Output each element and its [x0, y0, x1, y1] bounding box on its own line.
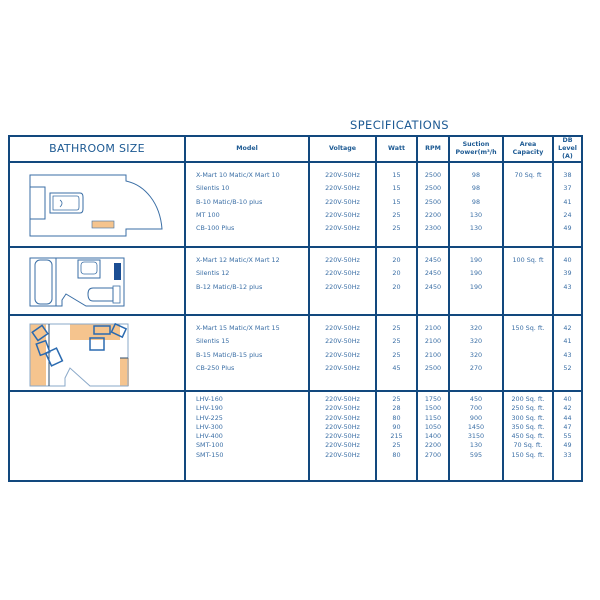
model-value: SMT-150 — [196, 450, 224, 459]
area-capacity-cell — [503, 162, 553, 247]
db-level-value: 41 — [563, 337, 572, 346]
rpm-cell — [417, 162, 449, 247]
header-db-level: DB Level (A) — [553, 136, 582, 162]
db-level-cell — [553, 391, 582, 481]
watt-value: 80 — [392, 413, 401, 422]
area-capacity-cell — [503, 391, 553, 481]
voltage-cell — [309, 315, 376, 391]
rpm-value: 2450 — [424, 282, 442, 291]
suction-power-value: 320 — [469, 350, 483, 359]
rpm-value: 1750 — [424, 395, 442, 403]
voltage-value: 220V-50Hz — [325, 210, 360, 219]
db-level-value: 41 — [563, 197, 572, 206]
db-level-value: 40 — [563, 395, 572, 403]
db-level-cell — [553, 315, 582, 391]
watt-value: 215 — [390, 432, 403, 441]
model-value: LHV-400 — [196, 432, 223, 441]
voltage-value: 220V-50Hz — [325, 432, 360, 441]
area-capacity-value — [504, 222, 552, 235]
bathroom-size-cell — [9, 247, 185, 315]
area-capacity-value — [504, 267, 552, 280]
voltage-value: 220V-50Hz — [325, 256, 360, 264]
rpm-value: 2300 — [424, 224, 442, 233]
area-capacity-value — [504, 182, 552, 195]
rpm-value: 1150 — [424, 413, 442, 422]
voltage-value: 220V-50Hz — [325, 395, 360, 403]
rpm-value: 2700 — [424, 450, 442, 459]
suction-power-value: 98 — [471, 171, 481, 179]
header-row — [9, 136, 582, 162]
model-value: CB-100 Plus — [196, 224, 235, 233]
rpm-value: 2100 — [424, 337, 442, 346]
rpm-value: 2100 — [424, 350, 442, 359]
suction-power-value: 270 — [469, 363, 483, 372]
bathroom-size-cell — [9, 391, 185, 481]
model-value: SMT-100 — [196, 441, 224, 450]
voltage-value: 220V-50Hz — [325, 441, 360, 450]
db-level-value: 39 — [563, 269, 572, 278]
header-suction-power: Suction Power(m³/h — [449, 136, 503, 162]
model-value: X-Mart 10 Matic/X Mart 10 — [196, 171, 280, 179]
group-row — [9, 162, 582, 247]
db-level-value: 43 — [563, 282, 572, 291]
model-value: LHV-190 — [196, 404, 223, 413]
db-level-value: 42 — [563, 404, 572, 413]
model-value: B-15 Matic/B-15 plus — [196, 350, 263, 359]
voltage-value: 220V-50Hz — [325, 450, 360, 459]
voltage-value: 220V-50Hz — [325, 269, 360, 278]
db-level-cell — [553, 162, 582, 247]
model-value: MT 100 — [196, 210, 220, 219]
watt-value: 80 — [392, 450, 401, 459]
watt-value: 25 — [392, 324, 401, 332]
suction-power-value: 900 — [469, 413, 483, 422]
voltage-value: 220V-50Hz — [325, 224, 360, 233]
watt-value: 25 — [392, 441, 401, 450]
model-cell — [185, 247, 309, 315]
watt-cell — [376, 247, 417, 315]
watt-value: 15 — [392, 184, 401, 193]
area-capacity-value — [504, 362, 552, 375]
model-value: Silentis 12 — [196, 269, 230, 278]
watt-value: 15 — [392, 171, 401, 179]
model-cell — [185, 391, 309, 481]
watt-value: 45 — [392, 363, 401, 372]
suction-power-value: 700 — [469, 404, 483, 413]
watt-value: 28 — [392, 404, 401, 413]
db-level-value: 38 — [563, 171, 572, 179]
model-value: X-Mart 12 Matic/X Mart 12 — [196, 256, 280, 264]
db-level-value: 49 — [563, 224, 572, 233]
area-capacity-value: 200 Sq. ft. — [511, 395, 545, 403]
watt-value: 25 — [392, 224, 401, 233]
model-value: LHV-225 — [196, 413, 223, 422]
voltage-value: 220V-50Hz — [325, 197, 360, 206]
model-cell — [185, 162, 309, 247]
rpm-cell — [417, 315, 449, 391]
suction-power-value: 190 — [469, 269, 483, 278]
medium-bathroom-plan-icon — [10, 248, 182, 314]
header-model: Model — [185, 136, 309, 162]
suction-power-value: 130 — [469, 441, 483, 450]
model-value: B-12 Matic/B-12 plus — [196, 282, 263, 291]
voltage-cell — [309, 247, 376, 315]
model-value: Silentis 15 — [196, 337, 230, 346]
area-capacity-value — [504, 209, 552, 222]
watt-value: 15 — [392, 197, 401, 206]
watt-cell — [376, 162, 417, 247]
bathroom-size-cell — [9, 315, 185, 391]
voltage-value: 220V-50Hz — [325, 184, 360, 193]
model-cell — [185, 315, 309, 391]
area-capacity-value — [504, 281, 552, 294]
small-bathroom-plan-icon — [10, 163, 182, 243]
rpm-cell — [417, 391, 449, 481]
area-capacity-value: 250 Sq. ft. — [511, 404, 545, 413]
area-capacity-cell — [503, 315, 553, 391]
voltage-cell — [309, 162, 376, 247]
rpm-value: 2500 — [424, 363, 442, 372]
db-level-value: 24 — [563, 210, 572, 219]
area-capacity-value: 150 Sq. ft. — [511, 324, 545, 332]
rpm-value: 2500 — [424, 171, 442, 179]
header-voltage: Voltage — [309, 136, 376, 162]
rpm-value: 2500 — [424, 197, 442, 206]
watt-value: 20 — [392, 256, 401, 264]
suction-power-value: 450 — [469, 395, 483, 403]
suction-power-value: 1450 — [467, 422, 485, 431]
db-level-value: 37 — [563, 184, 572, 193]
area-capacity-value — [504, 349, 552, 362]
model-value: Silentis 10 — [196, 184, 230, 193]
voltage-value: 220V-50Hz — [325, 404, 360, 413]
area-capacity-value — [504, 196, 552, 209]
group-row — [9, 247, 582, 315]
db-level-cell — [553, 247, 582, 315]
header-bathroom-size: BATHROOM SIZE — [9, 136, 185, 162]
suction-power-cell — [449, 162, 503, 247]
voltage-value: 220V-50Hz — [325, 350, 360, 359]
suction-power-value: 320 — [469, 324, 483, 332]
office-room-plan-icon — [10, 316, 182, 390]
voltage-value: 220V-50Hz — [325, 422, 360, 431]
suction-power-value: 190 — [469, 256, 483, 264]
db-level-value: 40 — [563, 256, 572, 264]
watt-cell — [376, 391, 417, 481]
voltage-value: 220V-50Hz — [325, 337, 360, 346]
suction-power-cell — [449, 247, 503, 315]
group-row — [9, 391, 582, 481]
watt-value: 20 — [392, 282, 401, 291]
area-capacity-value — [504, 335, 552, 348]
rpm-value: 2100 — [424, 324, 442, 332]
model-value: LHV-300 — [196, 422, 223, 431]
rpm-value: 2200 — [424, 441, 442, 450]
db-level-value: 52 — [563, 363, 572, 372]
suction-power-value: 98 — [471, 197, 481, 206]
voltage-value: 220V-50Hz — [325, 171, 360, 179]
db-level-value: 43 — [563, 350, 572, 359]
db-level-value: 42 — [563, 324, 572, 332]
specifications-table — [8, 135, 583, 482]
header-watt: Watt — [376, 136, 417, 162]
model-value: B-10 Matic/B-10 plus — [196, 197, 263, 206]
suction-power-value: 320 — [469, 337, 483, 346]
suction-power-value: 190 — [469, 282, 483, 291]
area-capacity-value: 70 Sq. ft — [514, 171, 542, 179]
watt-value: 25 — [392, 350, 401, 359]
db-level-value: 49 — [563, 441, 572, 450]
rpm-value: 2200 — [424, 210, 442, 219]
rpm-value: 1400 — [424, 432, 442, 441]
area-capacity-value: 70 Sq. ft. — [513, 441, 543, 450]
watt-value: 25 — [392, 395, 401, 403]
rpm-cell — [417, 247, 449, 315]
header-area-capacity: Area Capacity — [503, 136, 553, 162]
suction-power-cell — [449, 391, 503, 481]
watt-value: 90 — [392, 422, 401, 431]
suction-power-value: 130 — [469, 210, 483, 219]
area-capacity-cell — [503, 247, 553, 315]
area-capacity-value: 350 Sq. ft. — [511, 422, 545, 431]
rpm-value: 1050 — [424, 422, 442, 431]
area-capacity-value: 300 Sq. ft. — [511, 413, 545, 422]
rpm-value: 2500 — [424, 184, 442, 193]
suction-power-value: 130 — [469, 224, 483, 233]
voltage-cell — [309, 391, 376, 481]
watt-value: 20 — [392, 269, 401, 278]
rpm-value: 2450 — [424, 269, 442, 278]
model-value: CB-250 Plus — [196, 363, 235, 372]
suction-power-value: 98 — [471, 184, 481, 193]
db-level-value: 47 — [563, 422, 572, 431]
watt-cell — [376, 315, 417, 391]
area-capacity-value: 150 Sq. ft. — [511, 450, 545, 459]
voltage-value: 220V-50Hz — [325, 324, 360, 332]
area-capacity-value: 450 Sq. ft. — [511, 432, 545, 441]
specifications-title: SPECIFICATIONS — [350, 118, 449, 132]
suction-power-value: 3150 — [467, 432, 485, 441]
bathroom-size-cell — [9, 162, 185, 247]
model-value: LHV-160 — [196, 395, 223, 403]
group-row — [9, 315, 582, 391]
rpm-value: 2450 — [424, 256, 442, 264]
watt-value: 25 — [392, 210, 401, 219]
voltage-value: 220V-50Hz — [325, 282, 360, 291]
watt-value: 25 — [392, 337, 401, 346]
suction-power-cell — [449, 315, 503, 391]
rpm-value: 1500 — [424, 404, 442, 413]
suction-power-value: 595 — [469, 450, 483, 459]
db-level-value: 55 — [563, 432, 572, 441]
model-value: X-Mart 15 Matic/X Mart 15 — [196, 324, 280, 332]
header-rpm: RPM — [417, 136, 449, 162]
db-level-value: 33 — [563, 450, 572, 459]
voltage-value: 220V-50Hz — [325, 413, 360, 422]
db-level-value: 44 — [563, 413, 572, 422]
area-capacity-value: 100 Sq. ft — [512, 256, 544, 264]
voltage-value: 220V-50Hz — [325, 363, 360, 372]
